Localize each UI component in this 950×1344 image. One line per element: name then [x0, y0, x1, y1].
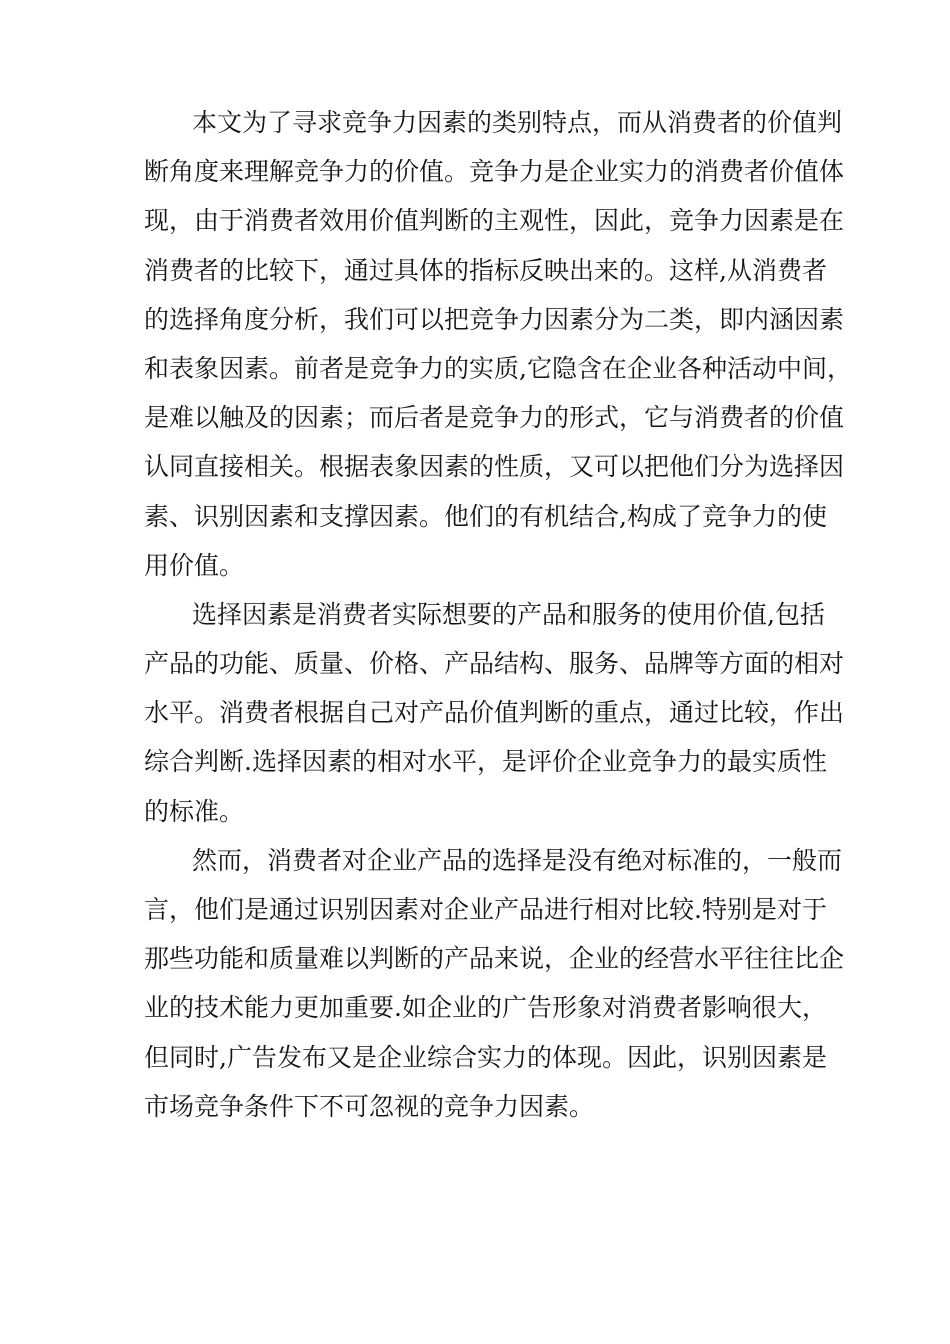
text-line: 但同时,广告发布又是企业综合实力的体现。因此，识别因素是 [144, 1042, 827, 1072]
paragraph-3 [144, 836, 845, 1131]
text-line: 的选择角度分析，我们可以把竞争力因素分为二类，即内涵因素 [144, 304, 845, 334]
text-line: 综合判断.选择因素的相对水平，是评价企业竞争力的最实质性 [144, 747, 827, 777]
text-line: 认同直接相关。根据表象因素的性质，又可以把他们分为选择因 [144, 452, 845, 482]
text-line: 本文为了寻求竞争力因素的类别特点，而从消费者的价值判 [192, 108, 843, 137]
paragraph-2 [144, 590, 845, 836]
text-line: 那些功能和质量难以判断的产品来说，企业的经营水平往往比企 [144, 944, 845, 974]
text-line: 业的技术能力更加重要.如企业的广告形象对消费者影响很大， [144, 993, 827, 1023]
paragraph-1 [144, 98, 852, 590]
text-line: 言，他们是通过识别因素对企业产品进行相对比较.特别是对于 [144, 895, 827, 924]
text-line: 产品的功能、质量、价格、产品结构、服务、品牌等方面的相对 [144, 649, 845, 679]
text-line: 消费者的比较下，通过具体的指标反映出来的。这样,从消费者 [144, 255, 827, 285]
text-line: 水平。消费者根据自己对产品价值判断的重点，通过比较，作出 [144, 698, 845, 728]
text-line: 断角度来理解竞争力的价值。竞争力是企业实力的消费者价值体 [144, 157, 845, 187]
text-line: 选择因素是消费者实际想要的产品和服务的使用价值,包括 [192, 599, 825, 629]
text-line: 素、识别因素和支撑因素。他们的有机结合,构成了竞争力的使 [144, 501, 827, 531]
text-line: 然而，消费者对企业产品的选择是没有绝对标准的，一般而 [192, 845, 843, 875]
text-line: 市场竞争条件下不可忽视的竞争力因素。 [144, 1091, 595, 1121]
text-line: 现，由于消费者效用价值判断的主观性，因此，竞争力因素是在 [144, 206, 845, 236]
text-line: 的标准。 [144, 796, 245, 826]
text-line: 是难以触及的因素；而后者是竞争力的形式，它与消费者的价值 [144, 403, 845, 433]
text-line: 和表象因素。前者是竞争力的实质,它隐含在企业各种活动中间， [144, 353, 852, 383]
document-body [144, 98, 852, 1131]
text-line: 用价值。 [144, 550, 245, 580]
